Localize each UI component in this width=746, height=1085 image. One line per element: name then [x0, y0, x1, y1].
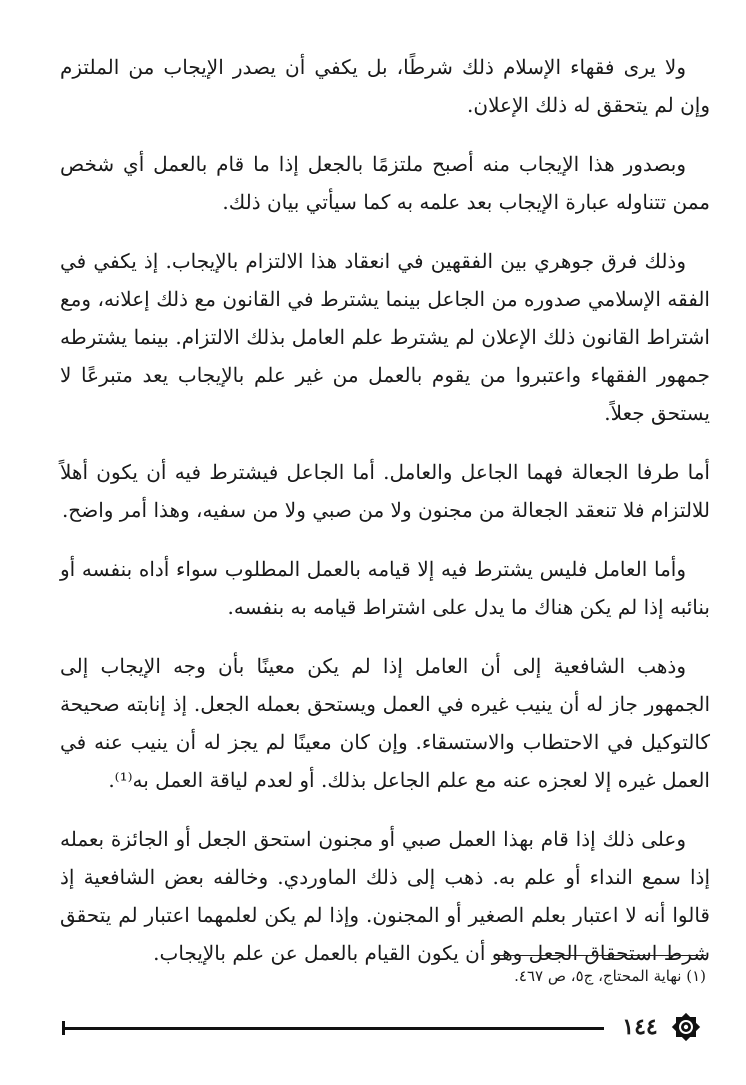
paragraph: وبصدور هذا الإيجاب منه أصبح ملتزمًا بالجعل إذا ما قام بالعمل أي شخص ممن تتناوله عبارة الإيجاب بعد علمه به كما سيأتي بيان ذلك. [60, 152, 710, 214]
footnote: (١) نهاية المحتاج، ج٥، ص ٤٦٧. [514, 967, 706, 985]
paragraph: ولا يرى فقهاء الإسلام ذلك شرطًا، بل يكفي أن يصدر الإيجاب من الملتزم وإن لم يتحقق له ذلك الإعلان. [60, 55, 710, 117]
footer-rule [64, 1027, 604, 1030]
paragraph: وأما العامل فليس يشترط فيه إلا قيامه بالعمل المطلوب سواء أداه بنفسه أو بنائبه إذا لم يكن هناك ما يدل على اشتراط قيامه به بنفسه. [60, 557, 710, 619]
footnote-separator [496, 955, 706, 956]
page-body [60, 48, 710, 993]
paragraph: وعلى ذلك إذا قام بهذا العمل صبي أو مجنون استحق الجعل أو الجائزة بعمله إذا سمع النداء أو علم به. ذهب إلى ذلك الماوردي. وخالفه بعض الشافعية إذ قالوا أنه لا اعتبار بعلم الصغير أو المجنون. وإذا لم يكن لعلمهما اعتبار لم يتحقق شرط استحقاق الجعل وهو أن يكون القيام بالعمل عن علم بالإيجاب. [60, 827, 710, 965]
paragraph: وذهب الشافعية إلى أن العامل إذا لم يكن معينًا بأن وجه الإيجاب إلى الجمهور جاز له أن ينيب غيره في العمل ويستحق بعمله الجعل. إذ إنابته صحيحة كالتوكيل في الاحتطاب والاستسقاء. وإن كان معينًا لم يجز له أن ينيب عنه في العمل غيره إلا لعجزه عنه مع علم الجاعل بذلك. أو لعدم لياقة العمل به⁽¹⁾. [60, 654, 711, 792]
paragraph: وذلك فرق جوهري بين الفقهين في انعقاد هذا الالتزام بالإيجاب. إذ يكفي في الفقه الإسلامي صدوره من الجاعل بينما يشترط في القانون مع ذلك إعلانه، ومع اشتراط القانون ذلك الإعلان لم يشترط علم العامل بذلك الالتزام. بينما يشترطه جمهور الفقهاء واعتبروا من يقوم بالعمل من غير علم بالإيجاب يعد متبرعًا لا يستحق جعلاً. [60, 249, 710, 425]
eight-point-star-ornament-icon [671, 1012, 701, 1042]
footer-rule-end [62, 1021, 65, 1035]
paragraph: أما طرفا الجعالة فهما الجاعل والعامل. أما الجاعل فيشترط فيه أن يكون أهلاً للالتزام فلا تنعقد الجعالة من مجنون ولا من صبي ولا من سفيه، وهذا أمر واضح. [60, 460, 710, 522]
page-number: ١٤٤ [622, 1014, 658, 1040]
